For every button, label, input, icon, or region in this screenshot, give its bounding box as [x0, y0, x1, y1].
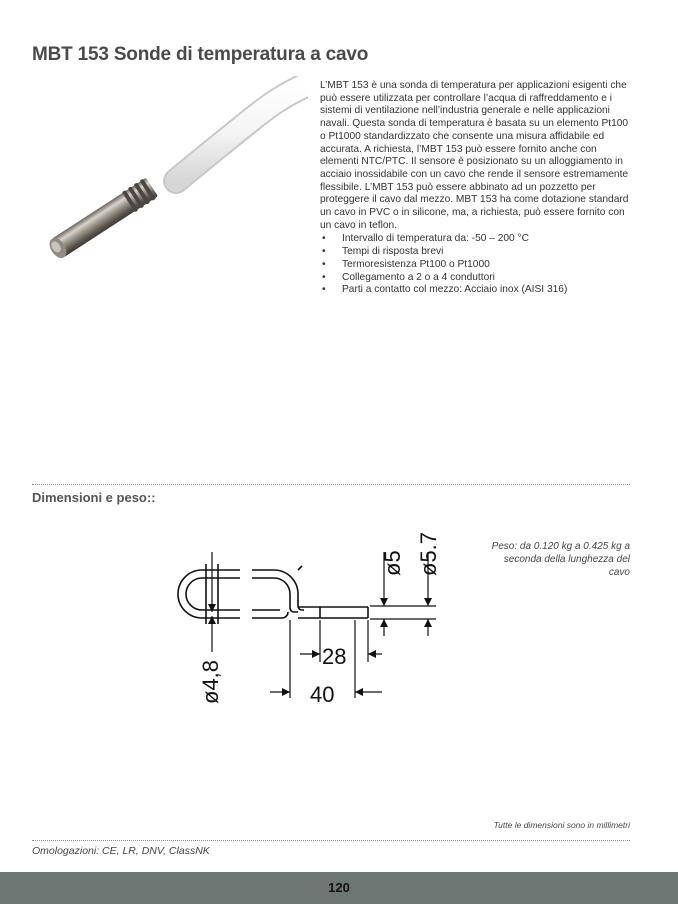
feature-list [320, 233, 630, 297]
dimension-label-cable: ø4,8 [198, 659, 223, 704]
divider [32, 484, 630, 485]
description-text: L’MBT 153 è una sonda di temperatura per applicazioni esigenti che può essere utilizzata per controllare l’acqua di raffreddamento e i sistemi di ventilazione nell’industria generale e nelle applicazioni navali. Questa sonda di temperatura è basata su un elemento Pt100 o Pt1000 standardizzato che consente una misura affidabile ed accurata. A richiesta, l’MBT 153 può essere fornito anche con elementi NTC/PTC. Il sensore è posizionato su un alloggiamento in acciaio inossidabile con un cavo che rende il sensore estremamente flessibile. L’MBT 153 può essere abbinato ad un pozzetto per proteggere il cavo dal mezzo. MBT 153 ha come dotazione standard un cavo in PVC o in silicone, ma, a richiesta, può essere fornito con un cavo in teflon. [320, 80, 629, 231]
section-heading: Dimensioni e peso:: [32, 490, 156, 505]
weight-note: Peso: da 0.120 kg a 0.425 kg a seconda della lunghezza del cavo [491, 541, 630, 578]
page-title: MBT 153 Sonde di temperatura a cavo [32, 44, 369, 65]
dimension-label-tip: ø5 [380, 550, 405, 576]
product-photo [36, 76, 308, 276]
divider [32, 840, 630, 841]
product-description [320, 80, 630, 297]
feature-item: • Collegamento a 2 o a 4 conduttori [320, 272, 630, 285]
units-note: Tutte le dimensioni sono in millimetri [493, 820, 630, 830]
feature-item: • Tempi di risposta brevi [320, 246, 630, 259]
approvals-text: Omologazioni: CE, LR, DNV, ClassNK [32, 845, 210, 857]
probe-sleeve [46, 177, 159, 262]
dimension-label-40: 40 [310, 682, 335, 707]
feature-item: • Intervallo di temperatura da: -50 – 200 °C [320, 233, 630, 246]
feature-item: • Parti a contatto col mezzo: Acciaio inox (AISI 316) [320, 284, 630, 297]
footer-bar [0, 872, 678, 904]
dimension-drawing [160, 512, 460, 712]
dimension-label-body: ø5.7 [416, 531, 441, 576]
dimension-label-28: 28 [322, 644, 347, 669]
feature-item: • Termoresistenza Pt100 o Pt1000 [320, 259, 630, 272]
page-number: 120 [328, 880, 350, 895]
